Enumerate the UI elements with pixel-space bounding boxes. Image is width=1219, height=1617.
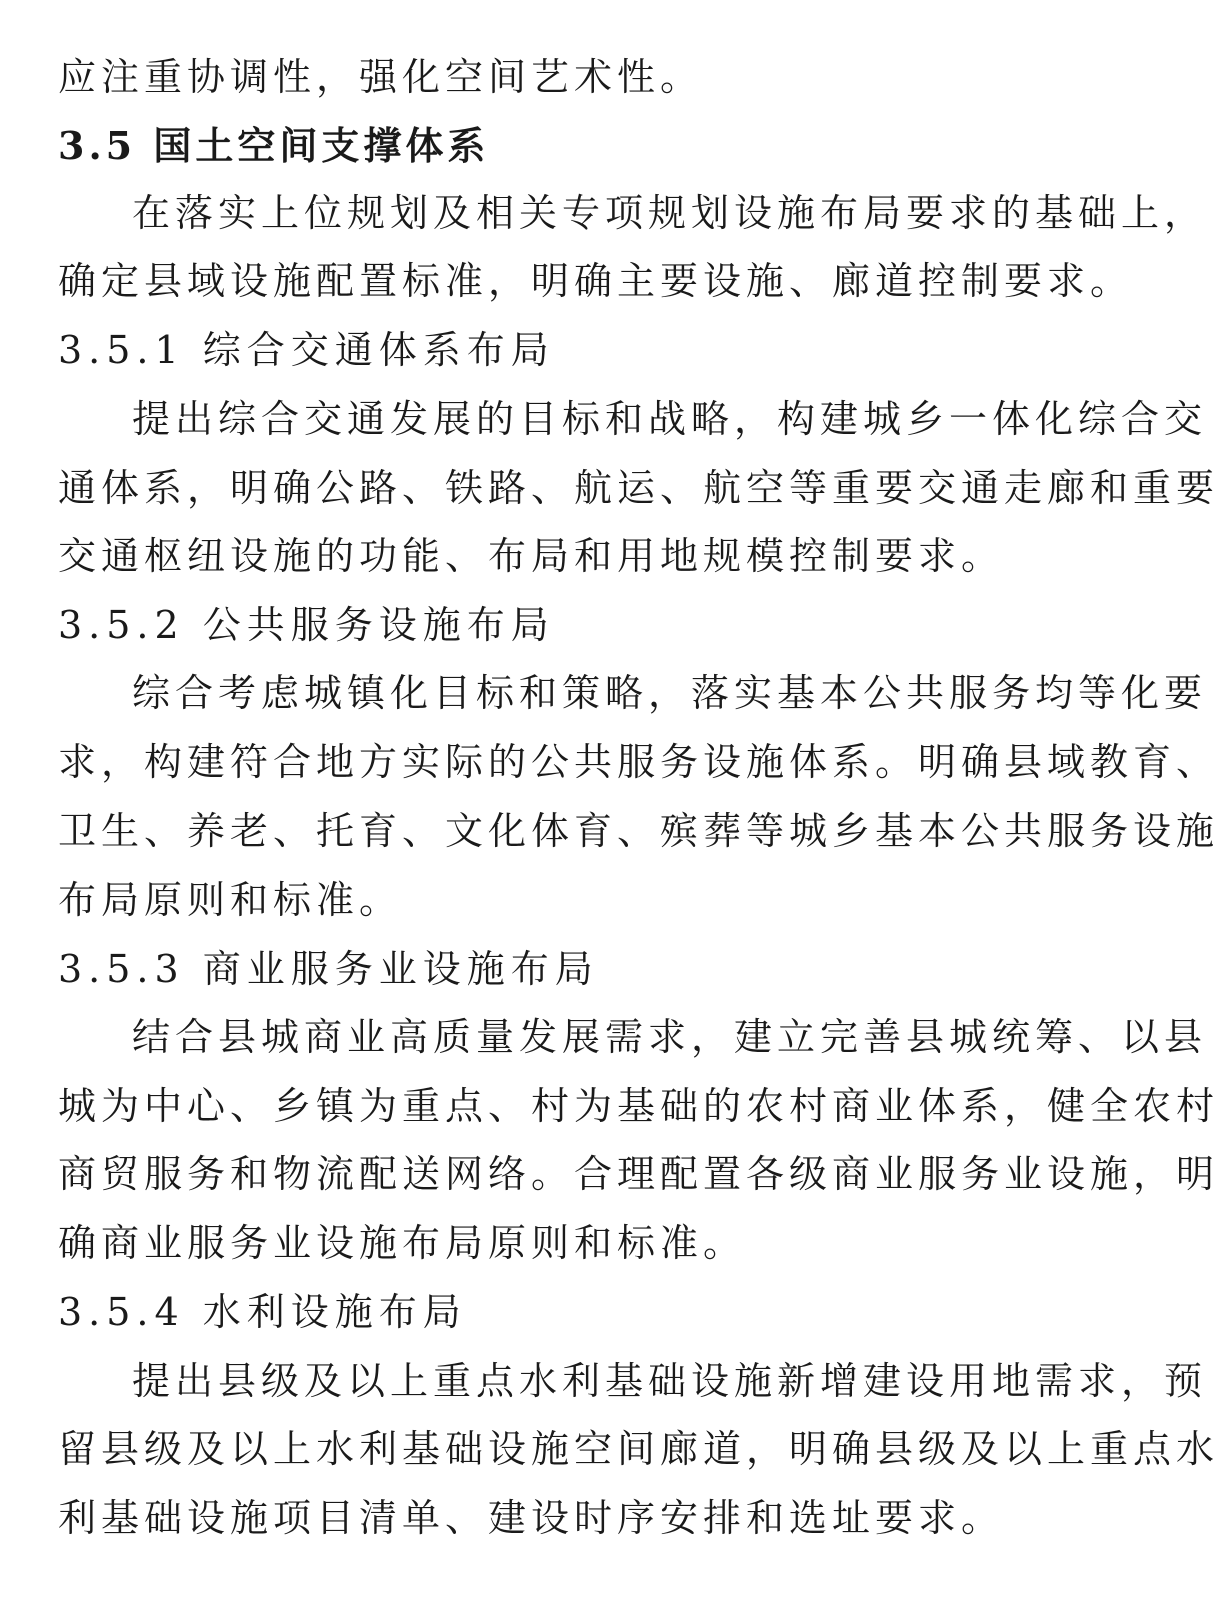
paragraph-line: 城为中心、乡镇为重点、村为基础的农村商业体系，健全农村 <box>58 1084 1219 1128</box>
paragraph-line: 通体系，明确公路、铁路、航运、航空等重要交通走廊和重要 <box>58 466 1219 510</box>
paragraph-line: 应注重协调性，强化空间艺术性。 <box>58 55 704 99</box>
paragraph-line: 布局原则和标准。 <box>58 878 403 922</box>
paragraph-line: 在落实上位规划及相关专项规划设施布局要求的基础上， <box>132 191 1208 235</box>
paragraph-line: 确定县域设施配置标准，明确主要设施、廊道控制要求。 <box>58 259 1134 303</box>
paragraph-line: 利基础设施项目清单、建设时序安排和选址要求。 <box>58 1496 1005 1540</box>
paragraph-line: 商贸服务和物流配送网络。合理配置各级商业服务业设施，明 <box>58 1152 1219 1196</box>
subsection-heading-3-5-1: 3.5.1 综合交通体系布局 <box>58 328 555 372</box>
paragraph-line: 求，构建符合地方实际的公共服务设施体系。明确县域教育、 <box>58 740 1219 784</box>
paragraph-line: 综合考虑城镇化目标和策略，落实基本公共服务均等化要 <box>132 671 1208 715</box>
paragraph-line: 提出县级及以上重点水利基础设施新增建设用地需求，预 <box>132 1359 1208 1403</box>
paragraph-line: 留县级及以上水利基础设施空间廊道，明确县级及以上重点水 <box>58 1427 1219 1471</box>
paragraph-line: 卫生、养老、托育、文化体育、殡葬等城乡基本公共服务设施 <box>58 809 1219 853</box>
paragraph-line: 结合县城商业高质量发展需求，建立完善县城统筹、以县 <box>132 1015 1208 1059</box>
subsection-heading-3-5-4: 3.5.4 水利设施布局 <box>58 1290 467 1334</box>
section-heading-3-5: 3.5 国土空间支撑体系 <box>58 123 490 168</box>
paragraph-line: 交通枢纽设施的功能、布局和用地规模控制要求。 <box>58 534 1005 578</box>
paragraph-line: 提出综合交通发展的目标和战略，构建城乡一体化综合交 <box>132 397 1208 441</box>
paragraph-line: 确商业服务业设施布局原则和标准。 <box>58 1221 747 1265</box>
subsection-heading-3-5-2: 3.5.2 公共服务设施布局 <box>58 603 555 647</box>
subsection-heading-3-5-3: 3.5.3 商业服务业设施布局 <box>58 947 599 991</box>
